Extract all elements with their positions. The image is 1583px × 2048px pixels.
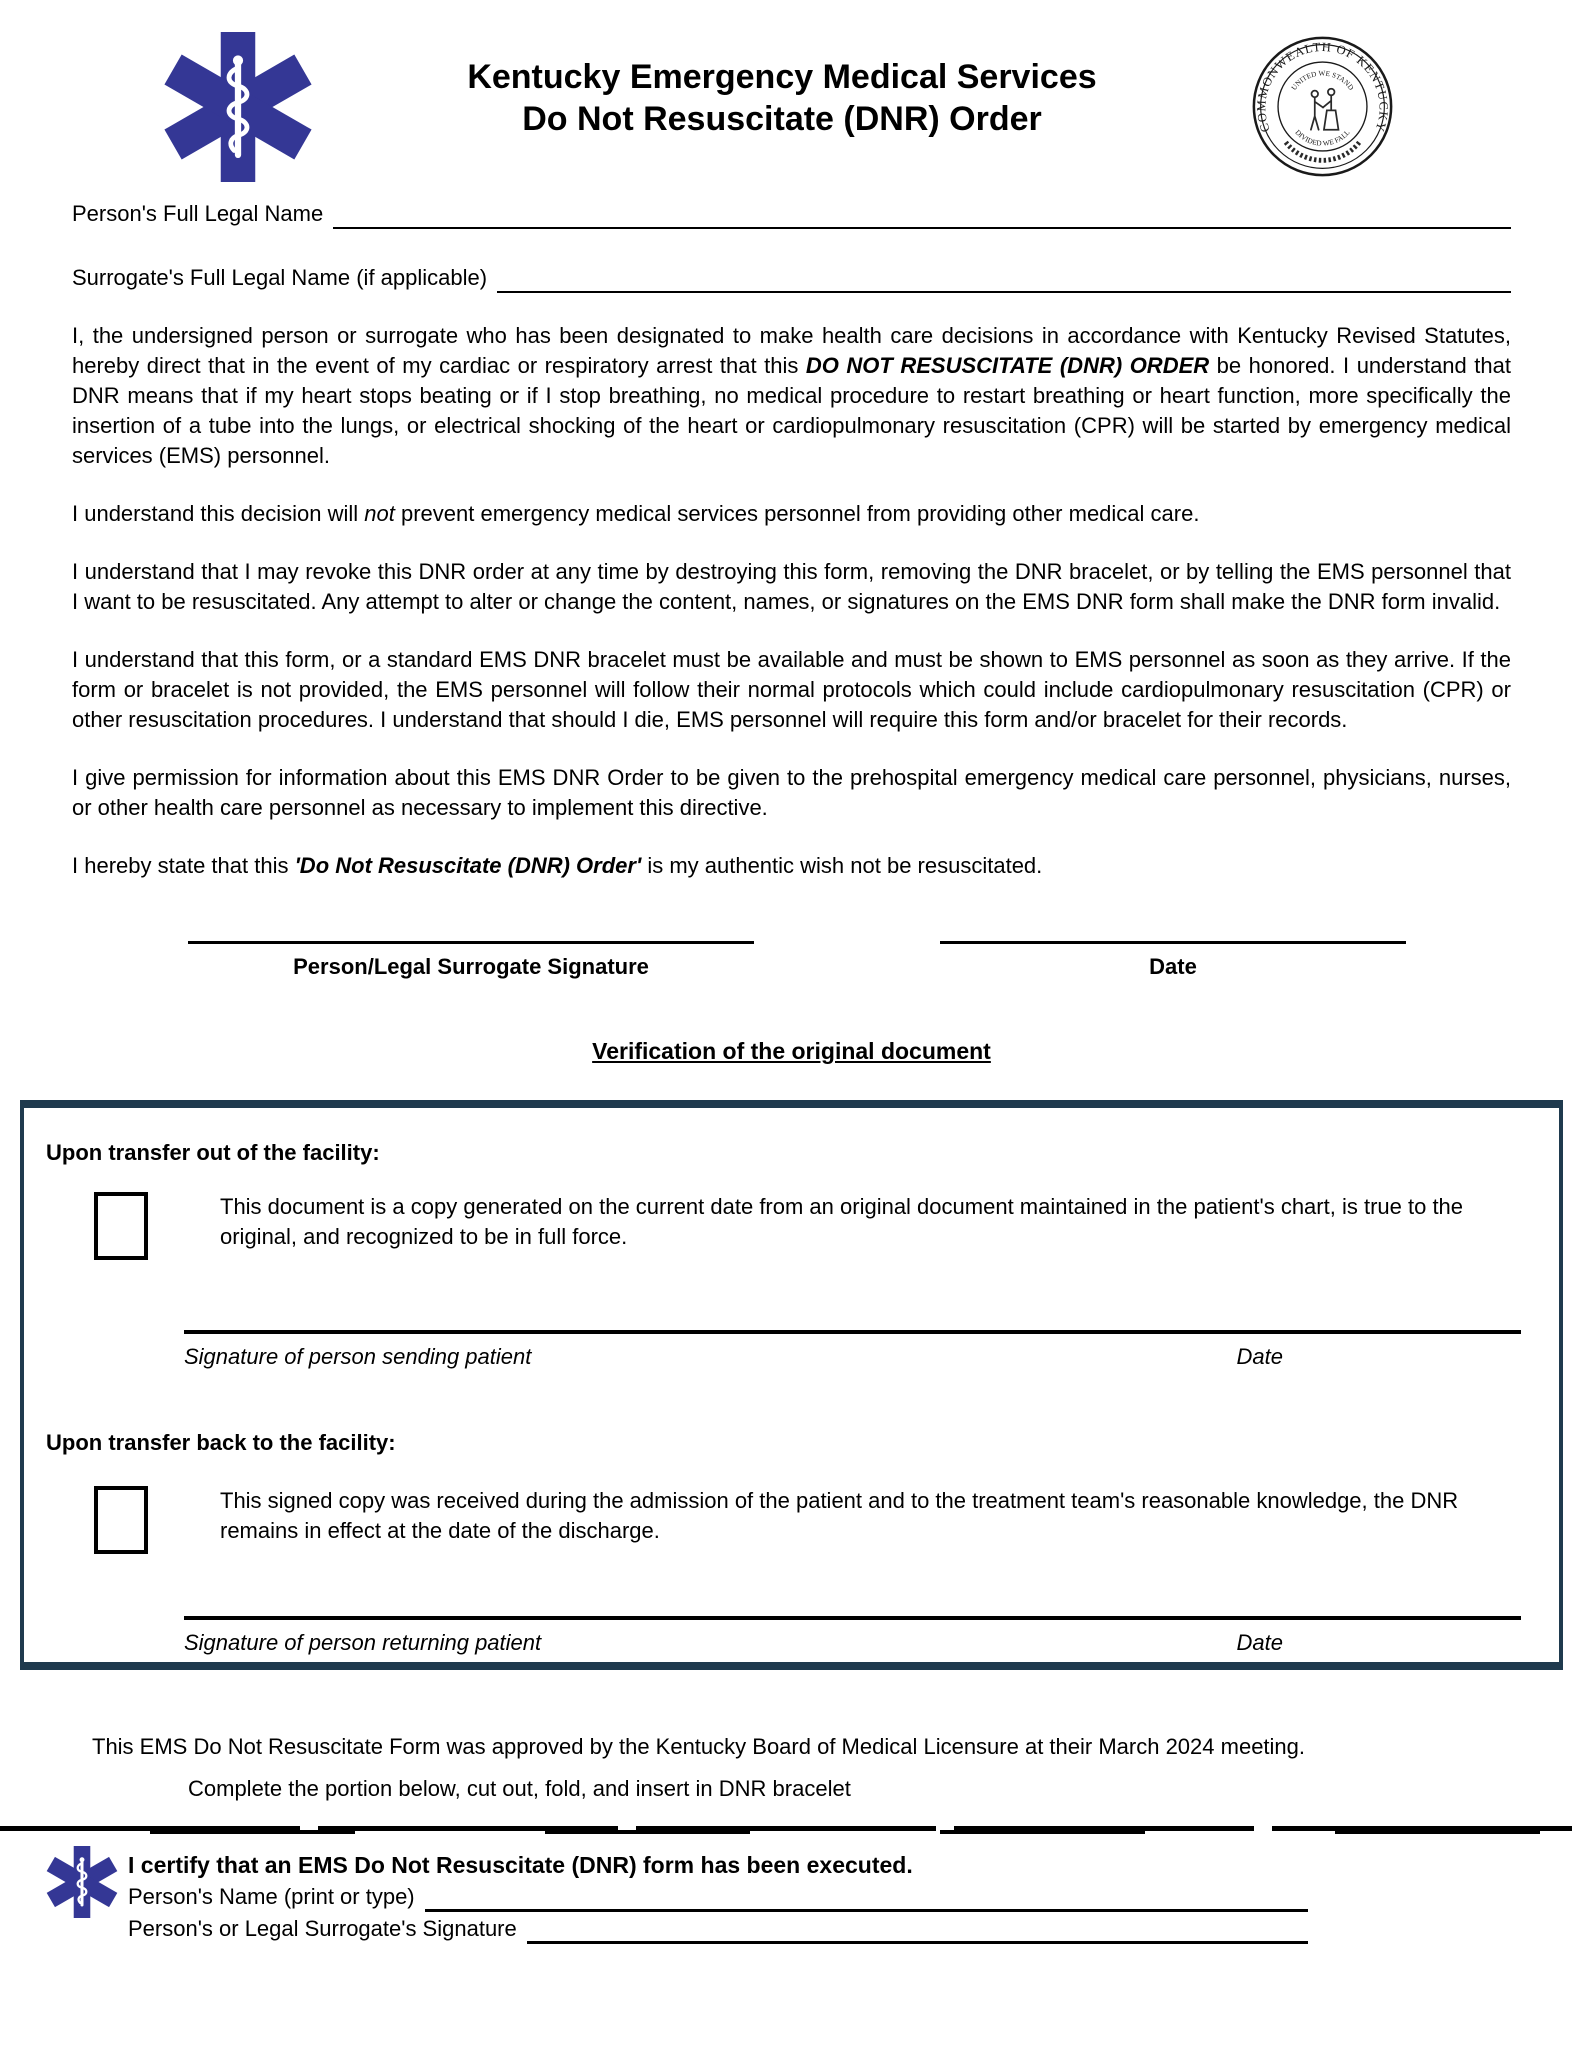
svg-text:COMMONWEALTH OF KENTUCKY [1254, 40, 1390, 134]
returning-signature-label: Signature of person returning patient [184, 1630, 542, 1655]
transfer-out-checkbox[interactable] [94, 1192, 148, 1260]
main-signature-row [188, 941, 1511, 982]
star-of-life-small-icon [46, 1840, 118, 1924]
bracelet-person-name-input[interactable] [425, 1882, 1308, 1912]
transfer-out-row [94, 1192, 1529, 1260]
form-body [0, 199, 1583, 1944]
approval-note: This EMS Do Not Resuscitate Form was approved by the Kentucky Board of Medical Licensure at their March 2024 meeting. [92, 1734, 1306, 1759]
paragraph-availability: I understand that this form, or a standard EMS DNR bracelet must be available and must be shown to EMS personnel as soon as they arrive. If the form or bracelet is not provided, the EMS personnel will follow their normal protocols which could include cardiopulmonary resuscitation (CPR) or other resuscitation procedures. I understand that should I die, EMS personnel will require this form and/or bracelet for their records. [72, 647, 1511, 732]
person-name-input[interactable] [333, 201, 1511, 229]
bracelet-insert-section [72, 1850, 1511, 1944]
person-signature-line[interactable] [188, 941, 754, 982]
sending-signature-line[interactable] [184, 1330, 1521, 1372]
person-name-label: Person's Full Legal Name [72, 201, 324, 226]
paragraph-authentic-wish: I hereby state that this 'Do Not Resuscitate (DNR) Order' is my authentic wish not be resuscitated. [72, 853, 1043, 878]
form-title-line2: Do Not Resuscitate (DNR) Order [522, 100, 1042, 138]
surrogate-name-label: Surrogate's Full Legal Name (if applicable) [72, 265, 488, 290]
transfer-out-heading: Upon transfer out of the facility: [46, 1140, 380, 1165]
cut-here-line [0, 1826, 1583, 1838]
star-of-life-icon [162, 32, 314, 182]
paragraph-permission: I give permission for information about this EMS DNR Order to be given to the prehospital emergency medical care personnel, physicians, nurses, or other health care personnel as necessary to implement this directive. [72, 765, 1511, 820]
surrogate-name-input[interactable] [497, 265, 1511, 293]
paragraph-revocation: I understand that I may revoke this DNR order at any time by destroying this form, removing the DNR bracelet, or by telling the EMS personnel that I want to be resuscitated. Any attempt to alter or change the content, names, or signatures on the EMS DNR form shall make the DNR form invalid. [72, 559, 1511, 614]
kentucky-state-seal-icon [1250, 34, 1395, 179]
signature-date-label: Date [1149, 954, 1197, 979]
dnr-order-emphasis: DO NOT RESUSCITATE (DNR) ORDER [805, 353, 1210, 378]
form-title [314, 32, 1250, 140]
paragraph-other-care: I understand this decision will not prevent emergency medical services personnel from providing other medical care. [72, 501, 1200, 526]
sending-date-label: Date [1236, 1344, 1283, 1369]
transfer-back-text: This signed copy was received during the admission of the patient and to the treatment team's reasonable knowledge, the DNR remains in effect at the date of the discharge. [220, 1488, 1459, 1543]
transfer-back-row [94, 1486, 1529, 1554]
seal-ring-text: COMMONWEALTH OF KENTUCKY [1254, 39, 1391, 134]
bracelet-person-name-label: Person's Name (print or type) [128, 1884, 415, 1909]
paragraph-directive: I, the undersigned person or surrogate who has been designated to make health care decisions in accordance with Kentucky Revised Statutes, hereby direct that in the event of my cardiac or respiratory arrest that this DO NOT RESUSCITATE (DNR) ORDER be honored. I understand that DNR means that if my heart stops beating or if I stop breathing, no medical procedure to restart breathing or heart function, more specifically the insertion of a tube into the lungs, or electrical shocking of the heart or cardiopulmonary resuscitation (CPR) will be started by emergency medical services (EMS) personnel. [72, 323, 1511, 468]
svg-text:DIVIDED WE FALL [1293, 129, 1351, 148]
bracelet-signature-row [128, 1914, 1308, 1944]
form-header [0, 0, 1583, 185]
person-name-row [72, 199, 1511, 229]
seal-motto-bottom: DIVIDED WE FALL [1293, 128, 1352, 148]
form-title-line1: Kentucky Emergency Medical Services [467, 58, 1097, 96]
verification-heading: Verification of the original document [592, 1038, 991, 1064]
bracelet-instruction: Complete the portion below, cut out, fold, and insert in DNR bracelet [188, 1776, 851, 1801]
sending-signature-label: Signature of person sending patient [184, 1344, 532, 1369]
returning-date-label: Date [1236, 1630, 1283, 1655]
dnr-order-quote-emphasis: 'Do Not Resuscitate (DNR) Order' [294, 853, 642, 878]
transfer-out-text: This document is a copy generated on the current date from an original document maintained in the patient's chart, is true to the original, and recognized to be in full force. [220, 1194, 1464, 1249]
certify-statement: I certify that an EMS Do Not Resuscitate (DNR) form has been executed. [128, 1852, 913, 1878]
transfer-back-checkbox[interactable] [94, 1486, 148, 1554]
returning-signature-line[interactable] [184, 1616, 1521, 1658]
signature-date-line[interactable] [940, 941, 1406, 982]
svg-text:UNITED WE STAND [1290, 70, 1355, 92]
bracelet-person-name-row [128, 1882, 1308, 1912]
seal-motto-top: UNITED WE STAND [1289, 69, 1356, 92]
transfer-back-heading: Upon transfer back to the facility: [46, 1430, 396, 1455]
verification-box [20, 1100, 1563, 1670]
bracelet-signature-input[interactable] [527, 1914, 1308, 1944]
bracelet-signature-label: Person's or Legal Surrogate's Signature [128, 1916, 517, 1941]
seal-figures [1311, 89, 1339, 130]
person-signature-label: Person/Legal Surrogate Signature [293, 954, 649, 979]
surrogate-name-row [72, 263, 1511, 293]
